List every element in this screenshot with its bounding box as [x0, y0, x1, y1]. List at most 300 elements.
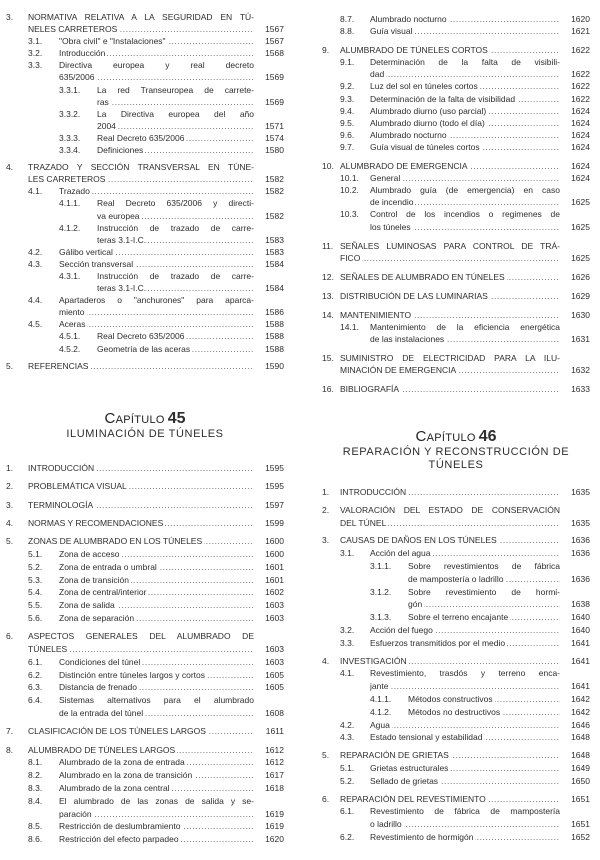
entry-title-line	[59, 707, 254, 720]
toc-entry[interactable]	[322, 129, 590, 141]
entry-number: 3.3.	[340, 637, 355, 648]
toc-entry[interactable]	[322, 693, 590, 706]
entry-title-text: Zona de central/interior	[59, 587, 147, 598]
entry-title	[340, 271, 560, 283]
entry-title-line	[59, 586, 254, 599]
entry-page-number: 1651	[571, 793, 590, 804]
entry-title-text: Zona de acceso	[59, 548, 120, 559]
entry-title-line	[28, 11, 254, 23]
entry-title	[370, 667, 560, 693]
toc-entry[interactable]	[6, 11, 284, 35]
entry-number: 10.2.	[340, 185, 359, 196]
entry-number: 6.4.	[28, 695, 43, 706]
entry-title	[408, 560, 560, 586]
entry-title-line	[340, 240, 560, 252]
entry-page-number: 1631	[571, 334, 590, 345]
entry-title-text: de la entrada del túnel	[59, 708, 144, 719]
toc-entry[interactable]	[6, 161, 284, 185]
toc-entry[interactable]	[6, 343, 284, 355]
entry-title	[408, 611, 560, 624]
entry-title-text: Distancia de frenado	[59, 682, 137, 693]
entry-number: 5.1.	[340, 762, 355, 773]
entry-page-number: 1588	[265, 343, 284, 354]
entry-title	[59, 599, 254, 612]
toc-entry[interactable]	[322, 775, 590, 788]
chapter-45-label-row	[6, 410, 284, 428]
toc-entry[interactable]	[322, 534, 590, 547]
entry-title-text: Agua	[370, 719, 390, 730]
entry-title-line	[59, 782, 254, 795]
entry-title-text: Sellado de grietas	[370, 775, 439, 786]
entry-title-line	[28, 535, 254, 548]
entry-title	[340, 240, 560, 264]
entry-title	[59, 574, 254, 587]
entry-title-line	[28, 161, 254, 173]
toc-entry[interactable]	[322, 240, 590, 264]
entry-title-line	[59, 548, 254, 561]
entry-page-number: 1651	[571, 819, 590, 830]
entry-number: 5.4.	[28, 587, 43, 598]
entry-title-text: Acción del agua	[370, 548, 431, 559]
toc-entry[interactable]	[322, 655, 590, 668]
entry-title-text: Sobre revestimiento de hormi-	[408, 586, 560, 597]
entry-title-text: Revestimiento de hormigón	[370, 831, 474, 842]
entry-number: 9.5.	[340, 117, 355, 128]
entry-title-line	[28, 23, 254, 35]
toc-entry[interactable]	[6, 681, 284, 694]
toc-entry[interactable]	[6, 246, 284, 258]
entry-title-line	[340, 534, 560, 547]
entry-title	[59, 795, 254, 821]
toc-entry[interactable]	[6, 612, 284, 625]
entry-title-line	[408, 706, 560, 719]
entry-title-line	[59, 574, 254, 587]
entry-number: 4.1.1.	[59, 198, 81, 209]
entry-title	[59, 833, 254, 846]
entry-number: 8.4.	[28, 795, 43, 806]
toc-entry[interactable]	[322, 624, 590, 637]
entry-page-number: 1624	[571, 105, 590, 116]
toc-entry[interactable]	[322, 762, 590, 775]
entry-title-text: Esfuerzos transmitidos por el medio	[370, 637, 506, 648]
entry-page-number: 1625	[571, 252, 590, 263]
toc-entry[interactable]	[6, 669, 284, 682]
toc-entry[interactable]	[322, 141, 590, 153]
entry-title-text: Gálibo vertical	[59, 246, 113, 257]
entry-title-text: ALUMBRADO DE TÚNELES LARGOS	[28, 744, 176, 755]
entry-title-line	[97, 132, 254, 144]
toc-entry[interactable]	[6, 222, 284, 246]
toc-entry[interactable]	[6, 84, 284, 108]
entry-number: 3.2.	[340, 624, 355, 635]
entry-title-text: El alumbrado de las zonas de salida y se-	[59, 795, 254, 806]
entry-title-line	[59, 820, 254, 833]
entry-title-text: MINACIÓN DE EMERGENCIA	[340, 365, 457, 376]
toc-entry[interactable]	[6, 197, 284, 221]
entry-number: 7.	[6, 726, 14, 737]
entry-title-text: Alumbrado de la zona de entrada	[59, 757, 185, 768]
toc-entry[interactable]	[6, 132, 284, 144]
toc-entry[interactable]	[322, 352, 590, 376]
toc-entry[interactable]	[6, 599, 284, 612]
entry-title	[59, 548, 254, 561]
entry-number: 4.3.	[340, 732, 355, 743]
entry-title-text: Alumbrado de la zona central	[59, 783, 170, 794]
entry-page-number: 1624	[571, 129, 590, 140]
entry-title-text: Definiciones	[97, 145, 144, 156]
entry-number: 16.	[322, 384, 334, 395]
entry-title	[370, 731, 560, 744]
entry-title-line	[28, 462, 254, 475]
entry-number: 9.	[322, 45, 330, 56]
entry-number: 4.3.1.	[59, 270, 81, 281]
entry-page-number: 1624	[571, 161, 590, 172]
entry-page-number: 1608	[265, 708, 284, 719]
toc-entry[interactable]	[6, 517, 284, 530]
toc-entry[interactable]	[322, 383, 590, 395]
entry-title-line	[340, 309, 560, 321]
entry-title-line	[59, 306, 254, 318]
entry-page-number: 1624	[571, 141, 590, 152]
toc-entry[interactable]	[6, 462, 284, 475]
entry-title-text: INTRODUCCIÓN	[340, 487, 407, 497]
entry-title	[370, 105, 560, 117]
entry-title-line	[370, 667, 560, 680]
entry-page-number: 1619	[265, 808, 284, 819]
entry-title-line	[28, 480, 254, 493]
toc-entry[interactable]	[6, 548, 284, 561]
toc-entry[interactable]	[322, 719, 590, 732]
toc-entry[interactable]	[322, 586, 590, 612]
toc-entry[interactable]	[6, 630, 284, 656]
entry-title	[370, 56, 560, 80]
entry-title-text: VALORACIÓN DEL ESTADO DE CONSERVACIÓN	[340, 504, 560, 515]
entry-number: 5.3.	[28, 574, 43, 585]
entry-title-line	[59, 71, 254, 83]
entry-page-number: 1574	[265, 132, 284, 143]
entry-page-number: 1617	[265, 770, 284, 781]
entry-title-line	[370, 184, 560, 196]
toc-entry[interactable]	[6, 144, 284, 156]
entry-title	[370, 208, 560, 232]
entry-title-line	[370, 775, 560, 788]
entry-page-number: 1636	[571, 548, 590, 559]
toc-entry[interactable]	[6, 270, 284, 294]
entry-title	[97, 132, 254, 144]
entry-title-text: 635/2006	[59, 72, 95, 83]
toc-entry[interactable]	[6, 535, 284, 548]
entry-number: 4.1.1.	[370, 693, 392, 704]
entry-title	[370, 624, 560, 637]
toc-entry[interactable]	[6, 294, 284, 318]
entry-title-text: Determinación de la falta de visibilidad	[370, 93, 516, 104]
entry-title-text: Real Decreto 635/2006	[97, 331, 185, 342]
toc-entry[interactable]	[6, 318, 284, 330]
toc-entry[interactable]	[6, 574, 284, 587]
toc-entry[interactable]	[6, 656, 284, 669]
entry-number: 8.1.	[28, 757, 43, 768]
entry-page-number: 1622	[571, 69, 590, 80]
entry-page-number: 1588	[265, 319, 284, 330]
entry-number: 1.	[6, 463, 14, 473]
entry-title-line	[370, 333, 560, 345]
entry-title-line	[408, 598, 560, 611]
toc-list-chapter-45-continued	[322, 13, 590, 396]
entry-number: 3.	[6, 12, 14, 22]
toc-entry[interactable]	[6, 59, 284, 83]
entry-title-line	[97, 282, 254, 294]
toc-entry[interactable]	[6, 694, 284, 720]
entry-number: 6.	[6, 631, 14, 642]
toc-entry[interactable]	[6, 769, 284, 782]
entry-title-line	[370, 25, 560, 37]
toc-entry[interactable]	[322, 80, 590, 92]
toc-entry[interactable]	[322, 172, 590, 184]
toc-entry[interactable]	[322, 56, 590, 80]
entry-page-number: 1568	[265, 48, 284, 59]
entry-title-line	[340, 383, 560, 395]
entry-number: 6.	[322, 793, 330, 804]
toc-entry[interactable]	[6, 744, 284, 757]
entry-title-text: jante	[370, 681, 389, 692]
entry-title	[28, 517, 254, 530]
entry-title-line	[370, 105, 560, 117]
toc-entry[interactable]	[322, 637, 590, 650]
entry-title-line	[28, 517, 254, 530]
entry-title-line	[59, 756, 254, 769]
entry-page-number: 1624	[571, 173, 590, 184]
toc-entry[interactable]	[6, 480, 284, 493]
entry-title	[370, 184, 560, 208]
entry-title-line	[340, 364, 560, 376]
toc-entry[interactable]	[322, 271, 590, 283]
entry-title	[59, 694, 254, 720]
entry-page-number: 1619	[265, 821, 284, 832]
entry-title	[28, 161, 254, 185]
entry-title-text: teras 3.1-I.C.	[97, 234, 147, 245]
entry-number: 9.4.	[340, 105, 355, 116]
entry-number: 4.3.	[28, 258, 43, 269]
toc-entry[interactable]	[6, 185, 284, 197]
entry-title	[28, 630, 254, 656]
entry-title-line	[370, 321, 560, 333]
toc-entry[interactable]	[6, 258, 284, 270]
toc-entry[interactable]	[6, 47, 284, 59]
toc-entry[interactable]	[322, 560, 590, 586]
entry-title-text: La Directiva europea del año	[97, 108, 254, 119]
entry-title-line	[28, 630, 254, 643]
entry-number: 4.5.1.	[59, 331, 81, 342]
entry-number: 11.	[322, 240, 334, 251]
entry-page-number: 1603	[265, 612, 284, 623]
entry-page-number: 1583	[265, 246, 284, 257]
toc-entry[interactable]	[322, 290, 590, 302]
entry-title-line	[59, 681, 254, 694]
entry-title	[340, 309, 560, 321]
toc-entry[interactable]	[322, 611, 590, 624]
entry-title	[59, 669, 254, 682]
entry-title-line	[28, 643, 254, 656]
chapter-label: Capítulo	[415, 428, 476, 445]
entry-number: 3.	[6, 499, 14, 510]
toc-entry[interactable]	[6, 833, 284, 846]
entry-title	[370, 25, 560, 37]
toc-entry[interactable]	[322, 25, 590, 37]
entry-title	[59, 769, 254, 782]
toc-entry[interactable]	[322, 731, 590, 744]
entry-title-text: TERMINOLOGÍA	[28, 499, 94, 510]
entry-title-text: Control de los incendios o regimenes de	[370, 209, 560, 220]
toc-entry[interactable]	[322, 667, 590, 693]
entry-title-text: Acción del fuego	[370, 624, 433, 635]
entry-title	[370, 775, 560, 788]
toc-entry[interactable]	[322, 44, 590, 56]
entry-title	[59, 318, 254, 330]
entry-page-number: 1648	[571, 732, 590, 743]
toc-entry[interactable]	[6, 725, 284, 738]
entry-title-text: Sección transversal	[59, 258, 134, 269]
entry-page-number: 1584	[265, 283, 284, 294]
toc-entry[interactable]	[322, 793, 590, 806]
chapter-46-label-row	[322, 428, 590, 446]
toc-entry[interactable]	[6, 756, 284, 769]
entry-title-text: Zona de salida	[59, 600, 115, 611]
entry-title-text: Zona de entrada o umbral	[59, 561, 157, 572]
entry-title	[28, 499, 254, 512]
toc-entry[interactable]	[322, 309, 590, 321]
entry-title-text: Real Decreto 635/2006	[97, 132, 185, 143]
toc-entry[interactable]	[6, 35, 284, 47]
toc-entry[interactable]	[6, 360, 284, 372]
entry-number: 2.	[6, 481, 14, 492]
entry-title-line	[59, 599, 254, 612]
toc-entry[interactable]	[322, 706, 590, 719]
entry-title	[408, 693, 560, 706]
toc-entry[interactable]	[322, 13, 590, 25]
chapter-title	[6, 428, 284, 441]
entry-number: 4.	[322, 655, 330, 666]
toc-entry[interactable]	[322, 547, 590, 560]
entry-title-text: Aceras	[59, 319, 86, 330]
entry-title-line	[340, 517, 560, 530]
entry-title-text: CAUSAS DE DAÑOS EN LOS TÚNELES	[340, 535, 497, 546]
entry-page-number: 1569	[265, 96, 284, 107]
entry-title	[59, 586, 254, 599]
entry-title-line	[370, 80, 560, 92]
entry-page-number: 1625	[571, 221, 590, 232]
entry-page-number: 1602	[265, 587, 284, 598]
entry-title	[59, 258, 254, 270]
entry-page-number: 1630	[571, 309, 590, 320]
entry-title	[97, 144, 254, 156]
toc-entry[interactable]	[322, 160, 590, 172]
entry-title-line	[59, 35, 254, 47]
entry-title	[97, 330, 254, 342]
entry-title-line	[370, 196, 560, 208]
entry-page-number: 1622	[571, 93, 590, 104]
entry-page-number: 1642	[571, 706, 590, 717]
entry-page-number: 1625	[571, 197, 590, 208]
toc-entry[interactable]	[322, 93, 590, 105]
toc-entry[interactable]	[322, 208, 590, 232]
entry-number: 4.	[6, 162, 14, 173]
entry-title	[59, 782, 254, 795]
entry-title	[340, 383, 560, 395]
toc-entry[interactable]	[6, 820, 284, 833]
entry-title	[97, 343, 254, 355]
entry-title-line	[97, 144, 254, 156]
entry-title-line	[340, 793, 560, 806]
entry-title	[340, 44, 560, 56]
toc-entry[interactable]	[6, 782, 284, 795]
entry-title	[340, 504, 560, 530]
entry-page-number: 1640	[571, 612, 590, 623]
entry-title-text: Introducción	[59, 48, 106, 59]
toc-entry[interactable]	[322, 486, 590, 499]
entry-title-line	[370, 208, 560, 220]
entry-page-number: 1600	[265, 536, 284, 547]
entry-number: 6.2.	[28, 669, 43, 680]
entry-title-line	[59, 612, 254, 625]
toc-entry[interactable]	[6, 586, 284, 599]
toc-entry[interactable]	[6, 795, 284, 821]
entry-page-number: 1580	[265, 145, 284, 156]
toc-entry[interactable]	[322, 184, 590, 208]
entry-number: 10.1.	[340, 173, 359, 184]
entry-title	[340, 160, 560, 172]
entry-title-text: Alumbrado nocturno	[370, 14, 447, 24]
entry-title-text: INVESTIGACIÓN	[340, 655, 407, 666]
toc-entry[interactable]	[6, 561, 284, 574]
entry-title-line	[59, 185, 254, 197]
entry-title	[59, 294, 254, 318]
entry-title-text: Trazado	[59, 186, 90, 197]
entry-number: 3.1.	[340, 548, 355, 559]
entry-number: 3.3.4.	[59, 145, 81, 156]
toc-entry[interactable]	[322, 321, 590, 345]
toc-entry[interactable]	[6, 108, 284, 132]
entry-title-text: miento	[59, 307, 85, 318]
entry-title-line	[97, 197, 254, 209]
toc-entry[interactable]	[322, 805, 590, 831]
entry-title-line	[370, 624, 560, 637]
entry-page-number: 1626	[571, 271, 590, 282]
entry-title-line	[59, 833, 254, 846]
toc-entry[interactable]	[322, 105, 590, 117]
entry-title-line	[340, 252, 560, 264]
toc-entry[interactable]	[6, 330, 284, 342]
entry-number: 9.2.	[340, 81, 355, 92]
entry-title-text: Zona de transición	[59, 574, 129, 585]
entry-title-line	[370, 141, 560, 153]
entry-title-line	[408, 693, 560, 706]
entry-page-number: 1652	[571, 831, 590, 842]
toc-entry[interactable]	[322, 504, 590, 530]
entry-number: 5.2.	[340, 775, 355, 786]
entry-title-line	[408, 560, 560, 573]
toc-entry[interactable]	[322, 749, 590, 762]
entry-title-text: Real Decreto 635/2006 y directi-	[97, 198, 254, 209]
entry-title-line	[28, 725, 254, 738]
toc-entry[interactable]	[6, 499, 284, 512]
toc-entry[interactable]	[322, 117, 590, 129]
entry-title	[340, 749, 560, 762]
entry-title-text: ZONAS DE ALUMBRADO EN LOS TÚNELES	[28, 536, 203, 547]
entry-title-text: SUMINISTRO DE ELECTRICIDAD PARA LA ILU-	[340, 353, 560, 364]
entry-title-line	[59, 294, 254, 306]
entry-title-text: Directiva europea y real decreto	[59, 60, 254, 71]
toc-entry[interactable]	[322, 831, 590, 844]
